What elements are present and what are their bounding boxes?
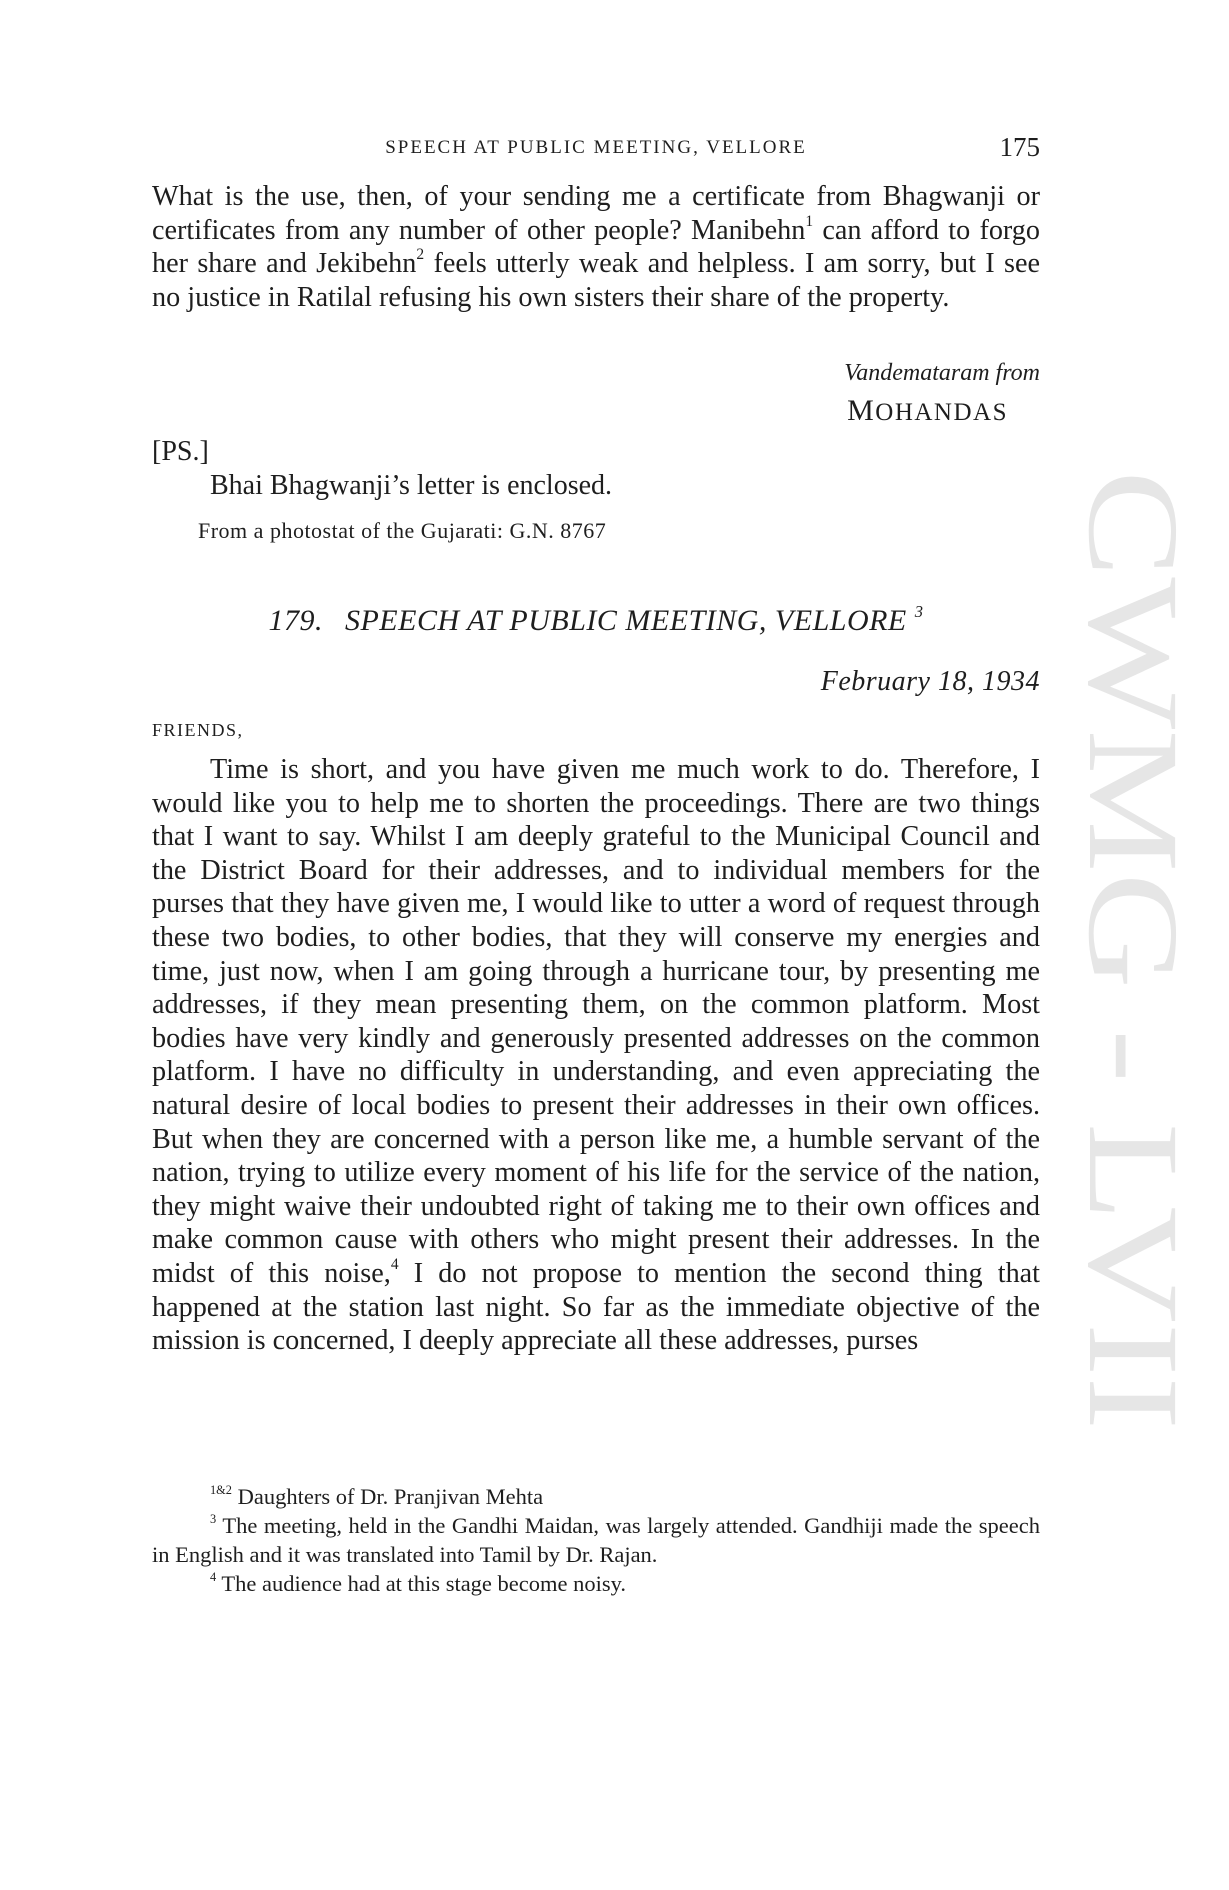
- item-number: 179.: [268, 604, 323, 637]
- letter-body: What is the use, then, of your sending me a certificate from Bhagwanji or certificates from any number of other people? Manibehn$^1$ can afford to forgo her share and Jekibehn$^2$ feels utterly weak and helpless. I am sorry, but I see no justice in Ratilal refusing his own sisters their share of the property.: [152, 181, 1041, 313]
- footnote-4: $^4$ The audience had at this stage become noisy.: [210, 1569, 627, 1596]
- page-number: 175: [999, 132, 1040, 162]
- running-head-title: SPEECH AT PUBLIC MEETING, VELLORE: [385, 137, 807, 158]
- speech-body: Time is short, and you have given me much work to do. Therefore, I would like you to help me to shorten the proceedings. There are two things that I want to say. Whilst I am deeply grateful to the Municipal Council and the District Board for their addresses, and to individual members for the purses that they have given me, I would like to utter a word of request through these two bodies, to other bodies, that they will conserve my energies and time, just now, when I am going through a hurricane tour, by presenting me addresses, if they mean presenting them, on the common platform. Most bodies have very kindly and generously presented addresses on the common platform. I have no difficulty in understanding, and even appreciating the natural desire of local bodies to present their addresses in their own offices. But when they are concerned with a person like me, a humble servant of the nation, trying to utilize every moment of his life for the service of the nation, they might waive their undoubted right of taking me to their own offices and make common cause with others who might present their addresses. In the midst of this noise,$^4$ I do not propose to mention the second thing that happened at the station last night. So far as the immediate objective of the mission is concerned, I deeply appreciate all these addresses, purses: [152, 754, 1041, 1357]
- salutation: FRIENDS,: [152, 720, 244, 740]
- footnote-3: $^3$ The meeting, held in the Gandhi Maidan, was largely attended. Gandhiji made the speech in English and it was translated into Tamil by Dr. Rajan.: [152, 1511, 1040, 1567]
- footnote-ref-1[interactable]: 1: [805, 212, 814, 230]
- ps-text: Bhai Bhagwanji’s letter is enclosed.: [210, 470, 613, 501]
- postscript: [152, 436, 1040, 546]
- speech-heading: [152, 601, 1040, 644]
- watermark: [980, 470, 1205, 1430]
- signature: MOHANDAS: [847, 394, 1008, 427]
- running-head: [152, 132, 1040, 162]
- ps-label: [PS.]: [152, 436, 209, 467]
- speech-date: February 18, 1934: [820, 666, 1040, 697]
- footnote-ref-3[interactable]: 3: [914, 601, 924, 621]
- footnote-ref-2[interactable]: 2: [416, 246, 425, 264]
- source-note: From a photostat of the Gujarati: G.N. 8767: [198, 518, 607, 543]
- letter-signoff: [152, 360, 1040, 440]
- footnotes: [152, 1482, 1040, 1598]
- closing-salutation: Vandemataram from: [844, 360, 1040, 386]
- footnote-1-2: $^{1\&2}$ Daughters of Dr. Pranjivan Mehta: [210, 1482, 544, 1509]
- speech-title: SPEECH AT PUBLIC MEETING, VELLORE: [344, 604, 907, 637]
- svg-text:CWMG - LVII: CWMG - LVII: [1061, 470, 1205, 1246]
- footnote-ref-4[interactable]: 4: [390, 1256, 399, 1274]
- salutation-row: [152, 720, 1040, 750]
- speech-date-row: [152, 666, 1040, 706]
